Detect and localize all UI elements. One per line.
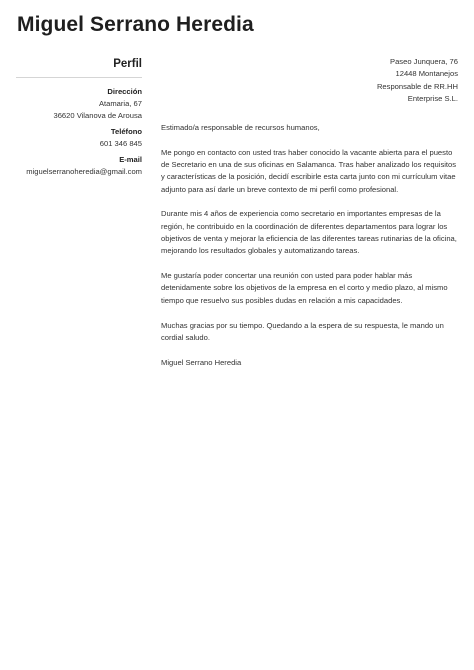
recipient-role: Responsable de RR.HH [376, 81, 458, 91]
phone-value: 601 346 845 [99, 139, 142, 148]
phone-label: Teléfono [110, 127, 142, 136]
recipient-street: Paseo Junquera, 76 [390, 57, 458, 66]
letter-paragraph-4: Muchas gracias por su tiempo. Quedando a la espera de su respuesta, le mando un cordial saludo. [161, 320, 444, 342]
email-label: E-mail [119, 155, 142, 164]
profile-heading: Perfil [16, 57, 142, 78]
address-line2: 36620 Vilanova de Arousa [53, 111, 142, 120]
letter-paragraph-3: Me gustaría poder concertar una reunión con usted para poder hablar más detenidamente sobre los objetivos de la empresa en el corto y medio plazo, al mismo tiempo que resuelvo sus posibles dudas en relación a mis capacidades. [161, 271, 448, 305]
letter-paragraph-2: Durante mis 4 años de experiencia como secretario en importantes empresas de la región, he contribuido en la coordinación de diferentes departamentos para lograr los objetivos de venta y mejorar la eficiencia de las diferentes tareas rutinarias de la oficina, mejorando los resultados globales y automatizando tareas. [161, 209, 457, 256]
letter-paragraph-1: Me pongo en contacto con usted tras haber conocido la vacante abierta para el puesto de Secretario en una de sus oficinas en Salamanca. Tras haber analizado los requisitos y características de la posición, decidí escribirle esta carta junto con mi currículum vitae adjunto para así darle un breve contexto de mi perfil como profesional. [161, 147, 457, 194]
address-line1: Atamaria, 67 [98, 99, 142, 108]
recipient-address [377, 56, 458, 105]
letter-greeting: Estimado/a responsable de recursos humanos, [161, 123, 320, 132]
email-section [16, 154, 142, 178]
address-section [16, 86, 142, 122]
recipient-city: 12448 Montanejos [395, 69, 458, 79]
applicant-name: Miguel Serrano Heredia [17, 13, 254, 36]
letter-signature: Miguel Serrano Heredia [161, 357, 242, 367]
phone-section [16, 126, 142, 150]
address-label: Dirección [107, 87, 142, 96]
letter-body [161, 122, 457, 381]
recipient-company: Enterprise S.L. [407, 93, 458, 103]
profile-sidebar [16, 57, 142, 182]
email-value: miguelserranoheredia@gmail.com [26, 167, 142, 176]
